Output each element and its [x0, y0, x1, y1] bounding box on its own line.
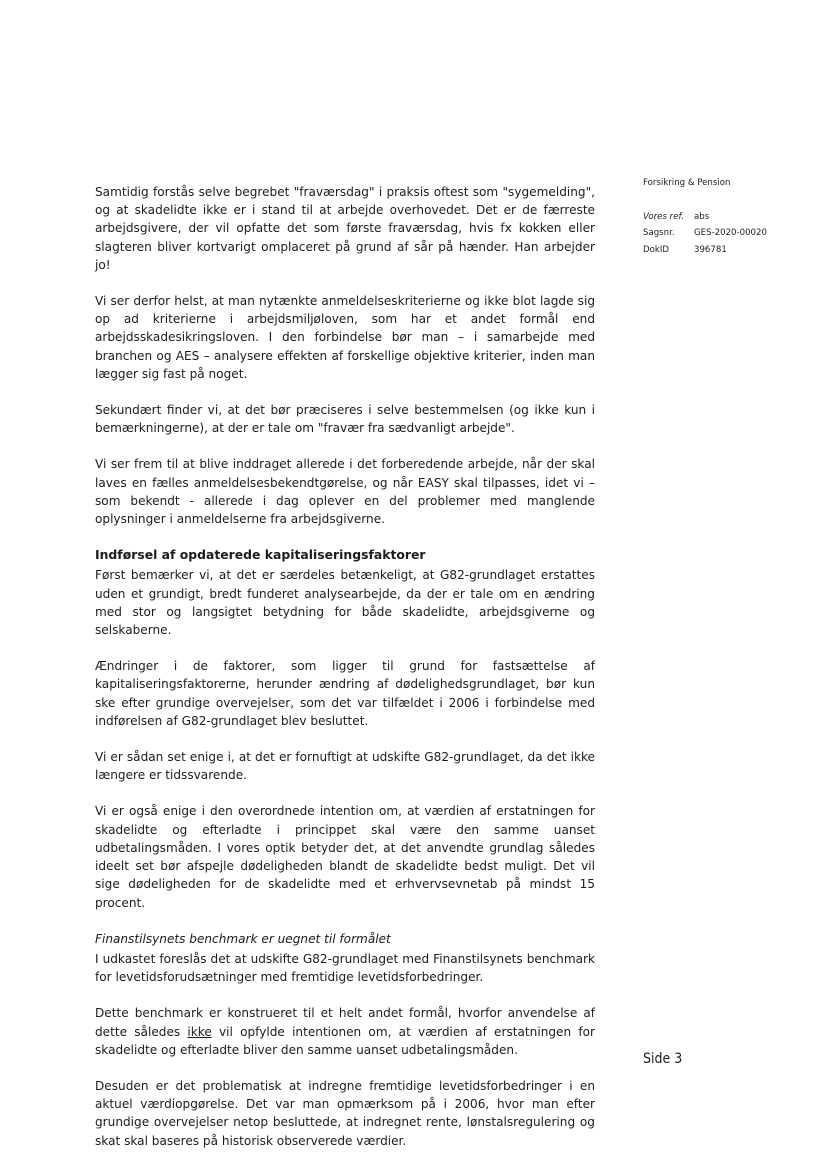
document-body: [95, 183, 595, 1150]
document-metadata: [643, 175, 803, 258]
paragraph: [95, 1004, 595, 1059]
section-heading: Indførsel af opdaterede kapitaliseringsfaktorer: [95, 547, 426, 563]
paragraph: Vi ser frem til at blive inddraget allerede i det forberedende arbejde, når der skal laves en fælles anmeldelsesbekendtgørelse, og når EASY skal tilpasses, idet vi – som bekendt - allerede i dag oplever en del problemer med manglende oplysninger i anmeldelserne fra arbejdsgiverne.: [95, 457, 595, 527]
paragraph: Sekundært finder vi, at det bør præciseres i selve bestemmelsen (og ikke kun i bemærkningerne), at der er tale om "fravær fra sædvanligt arbejde".: [95, 403, 595, 436]
subsection-heading: Finanstilsynets benchmark er uegnet til formålet: [95, 931, 391, 946]
meta-label: DokID: [643, 244, 670, 255]
paragraph: Først bemærker vi, at det er særdeles betænkeligt, at G82-grundlaget erstattes uden et grundigt, bredt funderet analysearbejde, da der er tale om en ændring med stor og langsigtet betydning for både skadelidte, arbejdsgiverne og selskaberne.: [95, 568, 595, 638]
meta-value: GES-2020-00020: [694, 228, 767, 239]
page-number: Side 3: [643, 1051, 683, 1067]
meta-row-doc-id: [643, 242, 803, 259]
paragraph: Vi er sådan set enige i, at det er fornuftigt at udskifte G82-grundlaget, da det ikke længere er tidssvarende.: [95, 750, 595, 783]
paragraph: Vi ser derfor helst, at man nytænkte anmeldelseskriterierne og ikke blot lagde sig op ad kriterierne i arbejdsmiljøloven, som har et andet formål end arbejdsskadesikringsloven. I den forbindelse bør man – i samarbejde med branchen og AES – analysere effekten af forskellige objektive kriterier, inden man lægger sig fast på noget.: [95, 294, 595, 381]
paragraph-text: Dette benchmark er konstrueret til et helt andet formål, hvorfor anvendelse af dette således: [95, 1006, 595, 1039]
paragraph-text: vil opfylde intentionen om, at værdien af erstatningen for skadelidte og efterladte bliver den samme uanset udbetalingsmåden.: [95, 1024, 595, 1057]
paragraph: Desuden er det problematisk at indregne fremtidige levetidsforbedringer i en aktuel værdiopgørelse. Det var man opmærksom på i 2006, hvor man efter grundige overvejelser netop besluttede, at indregnet rente, lønstalsregulering og skat skal baseres på historisk observerede værdier.: [95, 1078, 595, 1148]
meta-label: Sagsnr.: [643, 228, 675, 239]
paragraph: Vi er også enige i den overordnede intention om, at værdien af erstatningen for skadelidte og efterladte i princippet skal være den samme uanset udbetalingsmåden. I vores optik betyder det, at det anvendte grundlag således ideelt set bør afspejle dødeligheden blandt de skadelidte bedst muligt. Det vil sige dødeligheden for de skadelidte med et erhvervsevnetab på mindst 15 procent.: [95, 804, 595, 910]
paragraph: I udkastet foreslås det at udskifte G82-grundlaget med Finanstilsynets benchmark for levetidsforudsætninger med fremtidige levetidsforbedringer.: [95, 951, 595, 985]
paragraph: Samtidig forstås selve begrebet "fraværsdag" i praksis oftest som "sygemelding", og at skadelidte ikke er i stand til at arbejde overhovedet. Det er de færreste arbejdsgivere, der vil opfatte det som første fraværsdag, hvis fx kokken eller slagteren bliver kortvarigt omplaceret på grund af sår på hænder. Han arbejder jo!: [95, 185, 595, 272]
meta-value: abs: [694, 211, 710, 222]
underlined-emphasis: ikke: [187, 1024, 212, 1039]
meta-row-reference: [643, 209, 803, 226]
meta-value: 396781: [694, 244, 727, 255]
organization-name: Forsikring & Pension: [643, 178, 731, 188]
meta-label: Vores ref.: [643, 211, 685, 222]
meta-row-case-number: [643, 225, 803, 242]
paragraph: Ændringer i de faktorer, som ligger til grund for fastsættelse af kapitaliseringsfaktorerne, herunder ændring af dødelighedsgrundlaget, bør kun ske efter grundige overvejelser, som det var tilfældet i 2006 i forbindelse med indførelsen af G82-grundlaget blev besluttet.: [95, 659, 595, 728]
